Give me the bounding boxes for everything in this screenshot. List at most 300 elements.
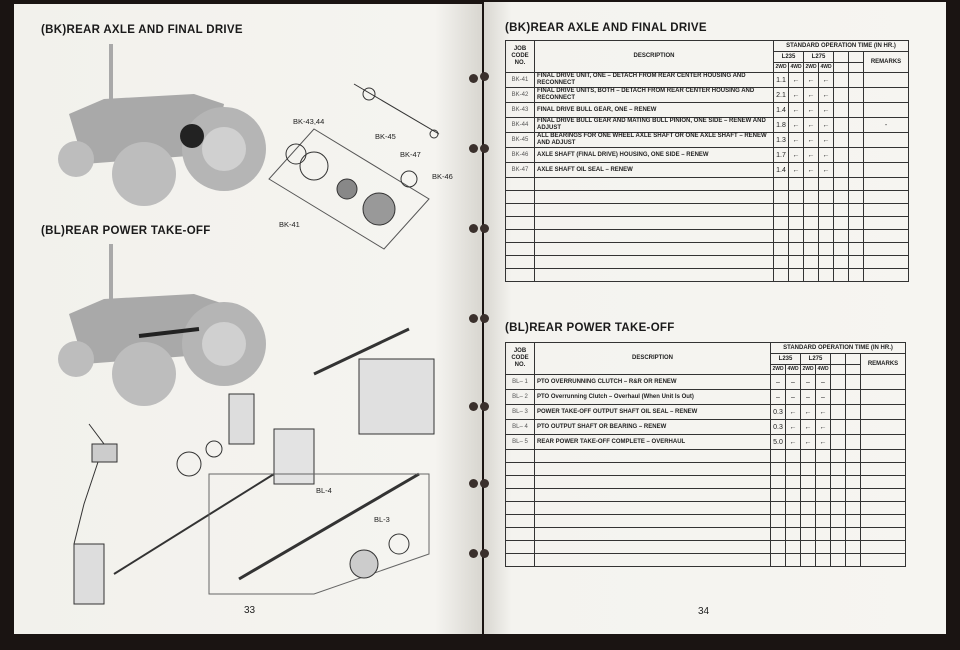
left-page [14, 4, 482, 634]
table-row [506, 435, 906, 450]
remarks [864, 163, 909, 178]
empty-cell [535, 217, 774, 230]
blank-header [834, 63, 849, 73]
empty-cell [786, 554, 801, 567]
drive-wd4-header: 4WD [819, 63, 834, 73]
empty-cell [774, 256, 789, 269]
job-code: BK-43 [506, 103, 535, 118]
description-header: DESCRIPTION [535, 343, 771, 375]
blank-cell [831, 375, 846, 390]
remarks-header: REMARKS [864, 52, 909, 73]
blank-cell [831, 420, 846, 435]
drive-wd2-header: 2WD [804, 63, 819, 73]
blank-cell [849, 133, 864, 148]
remarks: - [864, 118, 909, 133]
empty-cell [506, 528, 535, 541]
job-code: BK-44 [506, 118, 535, 133]
empty-cell [506, 502, 535, 515]
empty-cell [816, 450, 831, 463]
empty-cell [774, 204, 789, 217]
time-value: ← [804, 133, 819, 148]
binder-hole [469, 549, 478, 558]
empty-cell [789, 191, 804, 204]
empty-cell [804, 178, 819, 191]
right-page [484, 2, 946, 634]
time-value: 1.7 [774, 148, 789, 163]
empty-cell [819, 256, 834, 269]
empty-cell [804, 204, 819, 217]
empty-cell [801, 476, 816, 489]
time-value: ← [816, 435, 831, 450]
blank-cell [846, 375, 861, 390]
empty-cell [801, 515, 816, 528]
blank-cell [849, 88, 864, 103]
blank-cell [831, 435, 846, 450]
description: FINAL DRIVE BULL GEAR AND MATING BULL PINION, ONE SIDE – RENEW AND ADJUST [535, 118, 774, 133]
empty-cell [801, 502, 816, 515]
empty-cell [771, 541, 786, 554]
time-value: – [771, 375, 786, 390]
time-value: 1.4 [774, 163, 789, 178]
table-row [506, 73, 909, 88]
model-l275-header: L275 [804, 52, 834, 63]
empty-cell [506, 204, 535, 217]
empty-cell [786, 541, 801, 554]
binder-hole [469, 74, 478, 83]
empty-cell [771, 450, 786, 463]
empty-row [506, 515, 906, 528]
time-value: ← [786, 435, 801, 450]
empty-cell [804, 230, 819, 243]
job-code: BL– 5 [506, 435, 535, 450]
empty-cell [804, 269, 819, 282]
blank-header [846, 365, 861, 375]
description: POWER TAKE-OFF OUTPUT SHAFT OIL SEAL – RENEW [535, 405, 771, 420]
empty-cell [846, 476, 861, 489]
job-code: BL– 2 [506, 390, 535, 405]
empty-cell [861, 476, 906, 489]
empty-cell [789, 217, 804, 230]
empty-cell [861, 450, 906, 463]
time-value: ← [804, 88, 819, 103]
empty-row [506, 541, 906, 554]
empty-cell [535, 528, 771, 541]
empty-cell [786, 502, 801, 515]
empty-row [506, 463, 906, 476]
empty-cell [789, 230, 804, 243]
empty-cell [831, 528, 846, 541]
empty-cell [831, 554, 846, 567]
empty-cell [864, 191, 909, 204]
blank-cell [849, 103, 864, 118]
empty-cell [789, 243, 804, 256]
empty-row [506, 450, 906, 463]
empty-cell [864, 178, 909, 191]
time-value: ← [789, 118, 804, 133]
empty-row [506, 502, 906, 515]
time-value: ← [789, 73, 804, 88]
empty-cell [786, 463, 801, 476]
empty-row [506, 178, 909, 191]
empty-cell [774, 178, 789, 191]
header-row [506, 41, 909, 52]
description: PTO Overrunning Clutch – Overhaul (When Unit Is Out) [535, 390, 771, 405]
empty-cell [834, 256, 849, 269]
empty-cell [506, 554, 535, 567]
time-value: ← [819, 88, 834, 103]
empty-cell [801, 541, 816, 554]
empty-cell [849, 204, 864, 217]
empty-cell [861, 463, 906, 476]
empty-cell [771, 489, 786, 502]
heading-bl: (BL)REAR POWER TAKE-OFF [41, 225, 211, 237]
description: FINAL DRIVE UNIT, ONE – DETACH FROM REAR CENTER HOUSING AND RECONNECT [535, 73, 774, 88]
empty-cell [535, 541, 771, 554]
empty-cell [831, 502, 846, 515]
table-row [506, 405, 906, 420]
empty-cell [535, 515, 771, 528]
empty-cell [846, 489, 861, 502]
empty-cell [834, 204, 849, 217]
time-value: ← [819, 118, 834, 133]
time-value: ← [789, 133, 804, 148]
empty-cell [774, 230, 789, 243]
binder-hole [469, 224, 478, 233]
empty-cell [804, 217, 819, 230]
empty-cell [819, 178, 834, 191]
empty-cell [506, 450, 535, 463]
empty-cell [506, 515, 535, 528]
table-row [506, 88, 909, 103]
empty-cell [834, 269, 849, 282]
blank-cell [849, 148, 864, 163]
empty-cell [535, 463, 771, 476]
blank-cell [834, 148, 849, 163]
empty-cell [801, 463, 816, 476]
binder-hole [480, 224, 489, 233]
time-value: – [816, 375, 831, 390]
empty-cell [834, 230, 849, 243]
empty-cell [849, 230, 864, 243]
time-value: ← [819, 148, 834, 163]
model-l275-header: L275 [801, 354, 831, 365]
drive-wd4-header: 4WD [786, 365, 801, 375]
time-value: ← [789, 103, 804, 118]
job-code: BK-42 [506, 88, 535, 103]
time-value: 0.3 [771, 420, 786, 435]
binder-hole [469, 479, 478, 488]
empty-row [506, 230, 909, 243]
time-value: ← [786, 405, 801, 420]
empty-cell [831, 515, 846, 528]
description: PTO OVERRUNNING CLUTCH – R&R OR RENEW [535, 375, 771, 390]
job-code: BK-45 [506, 133, 535, 148]
time-value: ← [804, 148, 819, 163]
empty-row [506, 191, 909, 204]
empty-cell [535, 204, 774, 217]
empty-cell [846, 450, 861, 463]
page-number-left: 33 [244, 605, 256, 616]
empty-cell [786, 476, 801, 489]
empty-cell [535, 554, 771, 567]
empty-cell [789, 178, 804, 191]
drive-wd4-header: 4WD [816, 365, 831, 375]
job-code: BL– 4 [506, 420, 535, 435]
drive-wd4-header: 4WD [789, 63, 804, 73]
time-value: ← [801, 405, 816, 420]
empty-row [506, 528, 906, 541]
binder-hole [480, 314, 489, 323]
page-number-right: 34 [698, 606, 710, 617]
empty-cell [801, 528, 816, 541]
model-l235-header: L235 [771, 354, 801, 365]
blank-cell [849, 118, 864, 133]
time-value: 5.0 [771, 435, 786, 450]
empty-cell [506, 256, 535, 269]
empty-row [506, 554, 906, 567]
empty-cell [846, 502, 861, 515]
blank-header [831, 365, 846, 375]
empty-cell [846, 554, 861, 567]
empty-cell [849, 178, 864, 191]
empty-cell [864, 256, 909, 269]
callout-bk-46: BK-46 [432, 172, 453, 181]
empty-cell [819, 269, 834, 282]
table-row [506, 148, 909, 163]
empty-cell [834, 243, 849, 256]
empty-cell [849, 243, 864, 256]
empty-cell [535, 489, 771, 502]
header-row [506, 343, 906, 354]
time-value: ← [804, 73, 819, 88]
empty-cell [831, 489, 846, 502]
empty-cell [861, 502, 906, 515]
empty-cell [864, 243, 909, 256]
remarks [861, 435, 906, 450]
time-value: 1.8 [774, 118, 789, 133]
blank-header [834, 52, 849, 63]
empty-cell [834, 178, 849, 191]
blank-cell [834, 118, 849, 133]
time-value: ← [804, 118, 819, 133]
time-value: ← [804, 103, 819, 118]
time-value: – [771, 390, 786, 405]
time-value: – [801, 375, 816, 390]
empty-cell [804, 243, 819, 256]
time-value: 1.4 [774, 103, 789, 118]
remarks-header: REMARKS [861, 354, 906, 375]
time-value: – [786, 390, 801, 405]
empty-cell [816, 489, 831, 502]
blank-cell [849, 163, 864, 178]
empty-cell [506, 191, 535, 204]
time-value: ← [801, 420, 816, 435]
empty-cell [506, 489, 535, 502]
blank-header [849, 63, 864, 73]
empty-cell [771, 476, 786, 489]
blank-cell [846, 405, 861, 420]
tractor-silhouette-1 [58, 44, 266, 206]
empty-cell [834, 217, 849, 230]
blank-cell [849, 73, 864, 88]
table-row [506, 133, 909, 148]
tractor-silhouette-2 [58, 244, 266, 406]
empty-cell [786, 489, 801, 502]
empty-cell [771, 515, 786, 528]
job-code-header: JOB CODE NO. [506, 41, 535, 73]
empty-cell [846, 515, 861, 528]
job-code: BK-46 [506, 148, 535, 163]
callout-bk-43-44: BK-43,44 [293, 117, 325, 126]
time-value: 1.1 [774, 73, 789, 88]
time-value: ← [819, 73, 834, 88]
empty-cell [535, 191, 774, 204]
callout-bk-47: BK-47 [400, 150, 421, 159]
binder-hole [469, 314, 478, 323]
job-code: BK-47 [506, 163, 535, 178]
remarks [864, 148, 909, 163]
empty-cell [774, 191, 789, 204]
empty-row [506, 243, 909, 256]
empty-cell [831, 463, 846, 476]
job-code-header: JOB CODE NO. [506, 343, 535, 375]
empty-cell [801, 450, 816, 463]
remarks [861, 390, 906, 405]
time-value: – [786, 375, 801, 390]
empty-cell [535, 269, 774, 282]
empty-row [506, 476, 906, 489]
empty-cell [506, 178, 535, 191]
empty-cell [535, 502, 771, 515]
parts-illustration [14, 4, 482, 634]
table-row [506, 163, 909, 178]
callout-bk-45: BK-45 [375, 132, 396, 141]
empty-cell [819, 243, 834, 256]
time-value: – [801, 390, 816, 405]
empty-cell [861, 528, 906, 541]
binder-hole [480, 549, 489, 558]
empty-cell [849, 256, 864, 269]
empty-cell [846, 463, 861, 476]
drive-wd2-header: 2WD [801, 365, 816, 375]
empty-cell [816, 541, 831, 554]
time-value: ← [789, 148, 804, 163]
time-value: ← [819, 163, 834, 178]
empty-cell [786, 528, 801, 541]
remarks [864, 73, 909, 88]
callout-bl-4: BL-4 [316, 486, 332, 495]
drive-wd2-header: 2WD [774, 63, 789, 73]
empty-cell [819, 191, 834, 204]
blank-cell [834, 103, 849, 118]
empty-cell [849, 191, 864, 204]
description: FINAL DRIVE UNITS, BOTH – DETACH FROM REAR CENTER HOUSING AND RECONNECT [535, 88, 774, 103]
empty-cell [816, 476, 831, 489]
time-value: – [816, 390, 831, 405]
description: REAR POWER TAKE-OFF COMPLETE – OVERHAUL [535, 435, 771, 450]
empty-cell [861, 541, 906, 554]
empty-cell [816, 502, 831, 515]
blank-cell [834, 88, 849, 103]
blank-cell [846, 390, 861, 405]
blank-cell [831, 390, 846, 405]
callout-bl-3: BL-3 [374, 515, 390, 524]
empty-cell [864, 217, 909, 230]
empty-cell [849, 269, 864, 282]
empty-cell [789, 256, 804, 269]
empty-cell [846, 541, 861, 554]
time-value: ← [816, 405, 831, 420]
blank-cell [834, 163, 849, 178]
time-value: ← [804, 163, 819, 178]
empty-cell [771, 528, 786, 541]
blank-cell [831, 405, 846, 420]
empty-cell [819, 217, 834, 230]
empty-cell [774, 243, 789, 256]
empty-cell [771, 502, 786, 515]
time-value: 2.1 [774, 88, 789, 103]
description-header: DESCRIPTION [535, 41, 774, 73]
binder-hole [469, 144, 478, 153]
empty-cell [804, 256, 819, 269]
empty-cell [506, 476, 535, 489]
remarks [864, 133, 909, 148]
description: ALL BEARINGS FOR ONE WHEEL AXLE SHAFT OR ONE AXLE SHAFT – RENEW AND ADJUST [535, 133, 774, 148]
time-value: ← [819, 103, 834, 118]
time-value: 1.3 [774, 133, 789, 148]
description: AXLE SHAFT OIL SEAL – RENEW [535, 163, 774, 178]
empty-cell [771, 554, 786, 567]
binder-hole [480, 479, 489, 488]
empty-cell [535, 178, 774, 191]
empty-cell [861, 515, 906, 528]
table-row [506, 375, 906, 390]
time-value: ← [786, 420, 801, 435]
job-code: BK-41 [506, 73, 535, 88]
empty-row [506, 256, 909, 269]
remarks [861, 405, 906, 420]
empty-cell [834, 191, 849, 204]
time-value: ← [789, 163, 804, 178]
blank-header [849, 52, 864, 63]
empty-cell [831, 476, 846, 489]
empty-cell [864, 230, 909, 243]
remarks [861, 420, 906, 435]
time-value: ← [816, 420, 831, 435]
empty-cell [535, 230, 774, 243]
remarks [861, 375, 906, 390]
blank-cell [834, 133, 849, 148]
empty-cell [819, 230, 834, 243]
binder-hole [480, 402, 489, 411]
std-time-header: STANDARD OPERATION TIME (IN HR.) [771, 343, 906, 354]
table-row [506, 390, 906, 405]
empty-row [506, 204, 909, 217]
blank-cell [846, 435, 861, 450]
empty-cell [819, 204, 834, 217]
empty-cell [849, 217, 864, 230]
std-time-header: STANDARD OPERATION TIME (IN HR.) [774, 41, 909, 52]
empty-cell [831, 450, 846, 463]
empty-cell [801, 554, 816, 567]
description: AXLE SHAFT (FINAL DRIVE) HOUSING, ONE SIDE – RENEW [535, 148, 774, 163]
empty-cell [771, 463, 786, 476]
time-value: ← [801, 435, 816, 450]
empty-cell [801, 489, 816, 502]
time-value: ← [819, 133, 834, 148]
empty-cell [816, 515, 831, 528]
empty-cell [535, 476, 771, 489]
